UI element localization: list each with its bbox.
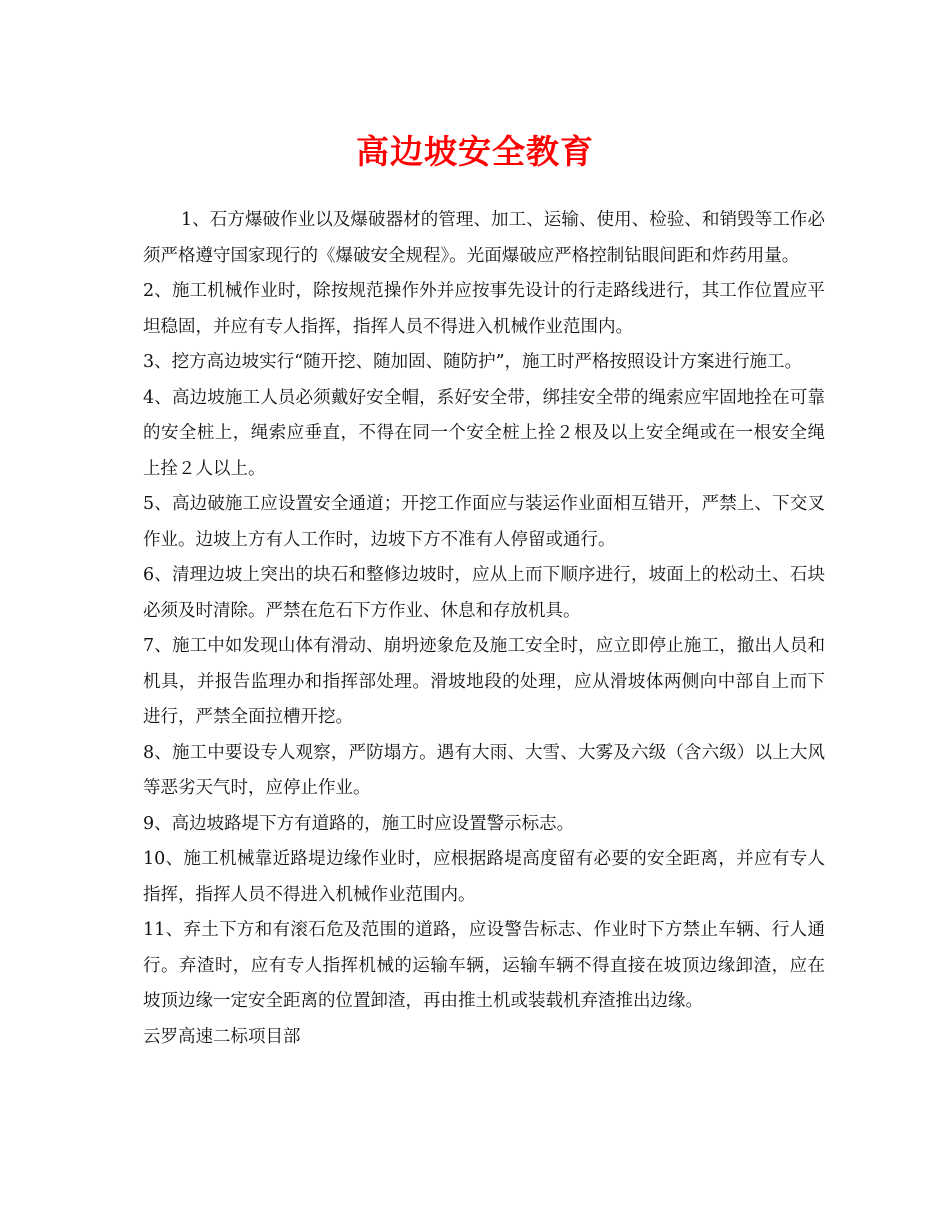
- paragraph-10: 10、施工机械靠近路堤边缘作业时，应根据路堤高度留有必要的安全距离，并应有专人指挥，指挥人员不得进入机械作业范围内。: [143, 849, 825, 905]
- signature: 云罗高速二标项目部: [143, 1026, 301, 1047]
- paragraph-8: 8、施工中要设专人观察，严防塌方。遇有大雨、大雪、大雾及六级（含六级）以上大风等恶劣天气时，应停止作业。: [143, 742, 825, 798]
- paragraph-4: 4、高边坡施工人员必须戴好安全帽，系好安全带，绑挂安全带的绳索应牢固地拴在可靠的安全桩上，绳索应垂直，不得在同一个安全桩上拴２根及以上安全绳或在一根安全绳上拴２人以上。: [143, 387, 825, 479]
- paragraph-5: 5、高边破施工应设置安全通道；开挖工作面应与装运作业面相互错开，严禁上、下交叉作业。边坡上方有人工作时，边坡下方不准有人停留或通行。: [143, 494, 825, 550]
- paragraph-1: 1、石方爆破作业以及爆破器材的管理、加工、运输、使用、检验、和销毁等工作必须严格遵守国家现行的《爆破安全规程》。光面爆破应严格控制钻眼间距和炸药用量。: [143, 210, 825, 266]
- paragraph-6: 6、清理边坡上突出的块石和整修边坡时，应从上而下顺序进行，坡面上的松动土、石块必须及时清除。严禁在危石下方作业、休息和存放机具。: [143, 565, 825, 621]
- paragraph-3: 3、挖方高边坡实行“随开挖、随加固、随防护”，施工时严格按照设计方案进行施工。: [143, 352, 803, 372]
- document-body: [143, 203, 825, 1055]
- page-title: 高边坡安全教育: [356, 132, 594, 171]
- paragraph-9: 9、高边坡路堤下方有道路的，施工时应设置警示标志。: [143, 813, 575, 834]
- paragraph-7: 7、施工中如发现山体有滑动、崩坍迹象危及施工安全时，应立即停止施工，撤出人员和机具，并报告监理办和指挥部处理。滑坡地段的处理，应从滑坡体两侧向中部自上而下进行，严禁全面拉槽开挖。: [143, 636, 825, 727]
- paragraph-2: 2、施工机械作业时，除按规范操作外并应按事先设计的行走路线进行，其工作位置应平坦稳固，并应有专人指挥，指挥人员不得进入机械作业范围内。: [143, 281, 825, 337]
- paragraph-11: 11、弃土下方和有滚石危及范围的道路，应设警告标志、作业时下方禁止车辆、行人通行。弃渣时，应有专人指挥机械的运输车辆，运输车辆不得直接在坡顶边缘卸渣，应在坡顶边缘一定安全距离的位置卸渣，再由推土机或装载机弃渣推出边缘。: [143, 920, 825, 1011]
